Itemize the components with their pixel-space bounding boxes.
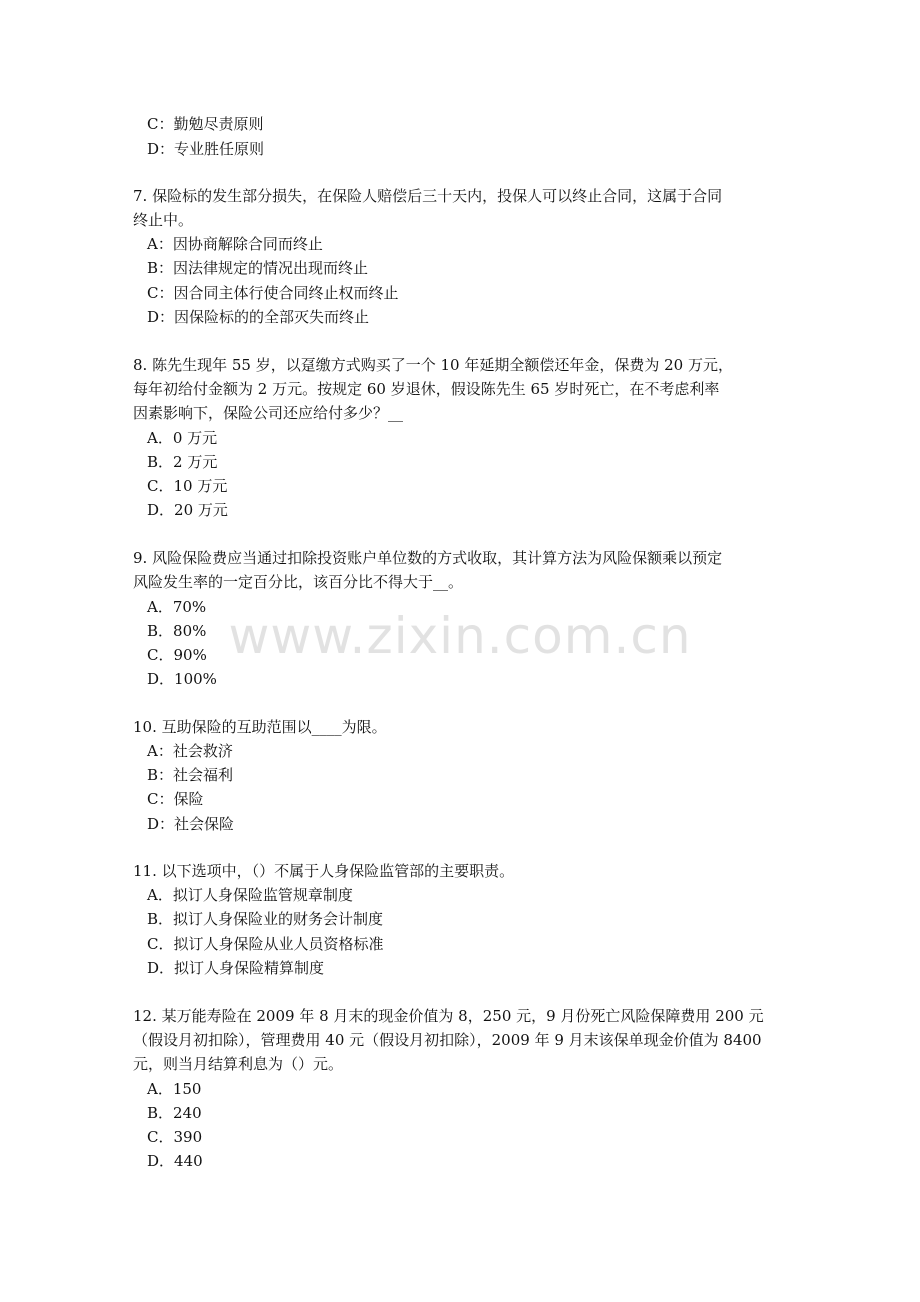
option-q10-d: D：社会保险 (147, 815, 235, 833)
option-q11-a: A．拟订人身保险监管规章制度 (147, 886, 353, 904)
question-8-stem-line1: 8. 陈先生现年 55 岁，以趸缴方式购买了一个 10 年延期全额偿还年金，保费为 20 万元， (133, 356, 733, 374)
option-q8-a: A．0 万元 (147, 429, 218, 447)
option-q6-c: C：勤勉尽责原则 (147, 115, 264, 133)
option-q8-d: D．20 万元 (147, 501, 228, 519)
option-q9-c: C．90% (147, 646, 207, 664)
option-q11-b: B．拟订人身保险业的财务会计制度 (147, 910, 384, 928)
option-q8-b: B．2 万元 (147, 453, 218, 471)
question-12-stem-line1: 12. 某万能寿险在 2009 年 8 月末的现金价值为 8，250 元，9 月份死亡风险保障费用 200 元 (133, 1007, 764, 1025)
option-q9-d: D．100% (147, 670, 217, 688)
option-q7-a: A：因协商解除合同而终止 (147, 235, 323, 253)
option-q7-b: B：因法律规定的情况出现而终止 (147, 259, 369, 277)
option-q10-c: C：保险 (147, 790, 204, 808)
option-q7-d: D：因保险标的的全部灭失而终止 (147, 308, 370, 326)
question-12-stem-line3: 元，则当月结算利息为（）元。 (133, 1055, 344, 1073)
option-q8-c: C．10 万元 (147, 477, 228, 495)
question-8-stem-line3: 因素影响下，保险公司还应给付多少？__ (133, 404, 404, 422)
question-10-stem: 10. 互助保险的互助范围以____为限。 (133, 718, 387, 736)
question-7-stem-line1: 7. 保险标的发生部分损失，在保险人赔偿后三十天内，投保人可以终止合同，这属于合同 (133, 187, 723, 205)
option-q12-c: C．390 (147, 1128, 203, 1146)
question-11-stem: 11. 以下选项中，（）不属于人身保险监管部的主要职责。 (133, 862, 515, 880)
question-7-stem-line2: 终止中。 (133, 211, 194, 229)
option-q12-a: A．150 (147, 1080, 202, 1098)
option-q9-b: B．80% (147, 622, 207, 640)
option-q11-d: D．拟订人身保险精算制度 (147, 959, 325, 977)
question-8-stem-line2: 每年初给付金额为 2 万元。按规定 60 岁退休，假设陈先生 65 岁时死亡，在不考虑利率 (133, 380, 720, 398)
watermark-text: www.zixin.com.cn (228, 607, 692, 665)
option-q10-a: A：社会救济 (147, 742, 233, 760)
option-q12-d: D．440 (147, 1152, 203, 1170)
question-12-stem-line2: （假设月初扣除），管理费用 40 元（假设月初扣除），2009 年 9 月末该保单现金价值为 8400 (133, 1031, 762, 1049)
option-q12-b: B．240 (147, 1104, 202, 1122)
option-q6-d: D：专业胜任原则 (147, 140, 265, 158)
option-q10-b: B：社会福利 (147, 766, 234, 784)
question-9-stem-line1: 9. 风险保险费应当通过扣除投资账户单位数的方式收取，其计算方法为风险保额乘以预定 (133, 549, 723, 567)
option-q11-c: C．拟订人身保险从业人员资格标准 (147, 935, 384, 953)
option-q7-c: C：因合同主体行使合同终止权而终止 (147, 284, 399, 302)
question-9-stem-line2: 风险发生率的一定百分比，该百分比不得大于__。 (133, 573, 464, 591)
option-q9-a: A．70% (147, 598, 207, 616)
